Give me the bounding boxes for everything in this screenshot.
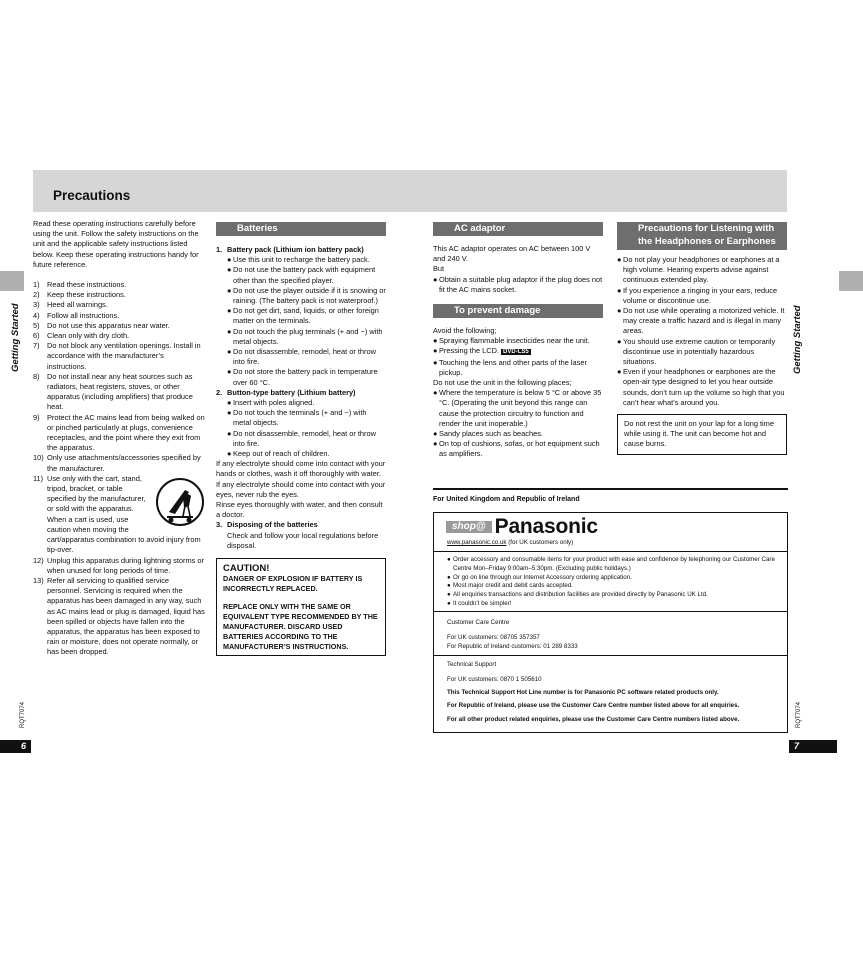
list-item: 6) Clean only with dry cloth. [33, 331, 130, 341]
shop-bullets [447, 556, 777, 609]
headphones-header: Precautions for Listening with the Headphones or Earphones [617, 222, 787, 250]
list-item: ● Order accessory and consumable items for your product with ease and confidence by telephoning our Customer Care Centre Mon–Friday 9:00am–5:30pm. (Excluding public holidays.) [447, 556, 775, 572]
technical-support-block [447, 661, 783, 725]
care-title: Customer Care Centre [447, 619, 510, 626]
list-item: ● Do not get dirt, sand, liquids, or other foreign matter on the terminals. [227, 306, 379, 326]
page-title: Precautions [53, 188, 131, 203]
list-item: 8) Do not install near any heat sources such as radiators, heat registers, stoves, or other apparatus (including amplifiers) that produce heat. [33, 371, 193, 412]
list-item: ● Touching the lens and other parts of the laser pickup. [433, 357, 587, 377]
safety-column [33, 219, 205, 658]
list-item: ● Pressing the LCD. DVD-LS5 [433, 346, 529, 356]
panasonic-url-line [447, 539, 573, 548]
disposing-text: Check and follow your local regulations before disposal. [227, 530, 379, 550]
lap-warning-box [617, 414, 787, 455]
page-number-right: 7 [789, 740, 837, 753]
panasonic-wordmark: Panasonic [494, 514, 598, 538]
list-item: 2) Keep these instructions. [33, 290, 126, 300]
panasonic-url-link[interactable]: www.panasonic.co.uk [447, 539, 507, 546]
caution-line-2: REPLACE ONLY WITH THE SAME OR EQUIVALENT TYPE RECOMMENDED BY THE MANUFACTURER. DISCARD USED BATTERIES ACCORDING TO THE MANUFACTURER’S INSTRUCTIONS. [223, 601, 378, 652]
list-item: 5) Do not use this apparatus near water. [33, 320, 170, 330]
tech-uk-number: For UK customers: 0870 1 505610 [447, 675, 542, 683]
tech-note-1: This Technical Support Hot Line number is for Panasonic PC software related products only. [447, 688, 719, 696]
disposing-heading: 3. Disposing of the batteries [216, 520, 318, 530]
list-item: 11) Use only with the cart, stand, tripod, bracket, or table specified by the manufacturer, or sold with the apparatus. When a cart is used, use caution when moving the cart/apparatus combination to avoid injury from tip-over. [33, 474, 205, 556]
lithium-battery-heading: 1. Battery pack (Lithium ion battery pack) [216, 245, 364, 254]
ac-adaptor-column [433, 222, 603, 460]
list-item: 1) Read these instructions. [33, 280, 127, 290]
model-number-left: RQT7074 [20, 701, 26, 728]
cart-warning-icon [155, 476, 205, 528]
list-item: ● Do not disassemble, remodel, heat or throw into fire. [227, 347, 376, 367]
list-item: ● Spraying flammable insecticides near the unit. [433, 336, 590, 346]
list-item: ● Keep out of reach of children. [227, 449, 330, 459]
list-item: ● You should use extreme caution or temporarily discontinue use in potentially hazardous situations. [617, 336, 776, 367]
ac-adaptor-but: But [433, 264, 445, 274]
page-number-left: 6 [0, 740, 31, 753]
list-item: ● If you experience a ringing in your ears, reduce volume or discontinue use. [617, 285, 778, 305]
box-divider [434, 655, 787, 656]
list-item: 9) Protect the AC mains lead from being walked on or pinched particularly at plugs, convenience receptacles, and the point where they exit from the apparatus. [33, 412, 205, 453]
side-label-right: Getting Started [792, 305, 803, 374]
list-item: ● Or go on line through our Internet Accessory ordering application. [447, 573, 632, 581]
lap-warning-text: Do not rest the unit on your lap for a long time while using it. The unit can become hot and cause burns. [624, 419, 774, 449]
caution-line-1: DANGER OF EXPLOSION IF BATTERY IS INCORRECTLY REPLACED. [223, 574, 363, 594]
list-item: ● Where the temperature is below 5 °C or above 35 °C. (Operating the unit beyond this range can cause the protection circuitry to function and render the unit inoperable.) [433, 388, 602, 428]
batteries-header: Batteries [216, 222, 386, 236]
customer-care-block [447, 619, 783, 651]
prevent-damage-header: To prevent damage [433, 304, 603, 318]
list-item: ● Sandy places such as beaches. [433, 429, 543, 439]
side-tab-right [839, 271, 863, 291]
panasonic-shop-logo [446, 515, 598, 539]
care-uk-number: For UK customers: 08705 357357 [447, 633, 540, 641]
shop-badge: shop@ [446, 521, 492, 534]
list-item: ● Do not store the battery pack in temperature over 60 °C. [227, 367, 378, 387]
caution-box [216, 558, 386, 655]
panasonic-uk-box [433, 512, 788, 733]
safety-list [33, 280, 205, 658]
button-battery-heading: 2. Button-type battery (Lithium battery) [216, 387, 356, 397]
avoid-text: Avoid the following; [433, 326, 497, 336]
tech-note-2: For Republic of Ireland, please use the Customer Care Centre number listed above for all enquiries. [447, 702, 740, 710]
list-item: 10) Only use attachments/accessories specified by the manufacturer. [33, 453, 201, 473]
care-ie-number: For Republic of Ireland customers: 01 289 8333 [447, 642, 578, 650]
list-item: ● Most major credit and debit cards accepted. [447, 582, 574, 590]
electrolyte-text-2: If any electrolyte should come into contact with your eyes, never rub the eyes. [216, 479, 386, 499]
list-item: ● Do not use the battery pack with equipment other than the specified player. [227, 265, 376, 285]
list-item: ● Obtain a suitable plug adaptor if the plug does not fit the AC mains socket. [433, 274, 603, 294]
uk-divider [433, 488, 788, 490]
list-item: 7) Do not block any ventilation openings. Install in accordance with the manufacturer’s instructions. [33, 341, 201, 371]
intro-text: Read these operating instructions carefully before using the unit. Follow the safety instructions on the unit and the applicable safety instructions listed below. Keep these operating instructions handy for future reference. [33, 219, 199, 269]
electrolyte-text-1: If any electrolyte should come into contact with your hands or clothes, wash it off thoroughly with water. [216, 459, 386, 479]
ac-adaptor-text: This AC adaptor operates on AC between 100 V and 240 V. [433, 244, 591, 264]
side-label-left: Getting Started [10, 303, 21, 372]
header-band [33, 170, 787, 212]
headphones-column [617, 222, 787, 455]
box-divider [434, 551, 787, 552]
side-tab-left [0, 271, 24, 291]
uk-title: For United Kingdom and Republic of Ireland [433, 496, 580, 503]
list-item: 3) Heed all warnings. [33, 300, 108, 310]
list-item: ● Do not touch the terminals (+ and −) with metal objects. [227, 408, 367, 428]
model-badge: DVD-LS5 [503, 349, 529, 356]
list-item: ● Do not disassemble, remodel, heat or throw into fire. [227, 428, 376, 448]
tech-note-3: For all other product related enquiries, please use the Customer Care Centre numbers listed above. [447, 716, 740, 724]
list-item: ● Insert with poles aligned. [227, 398, 315, 408]
list-item: ● Do not use the player outside if it is snowing or raining. (The battery pack is not waterproof.) [227, 285, 386, 306]
ac-adaptor-header: AC adaptor [433, 222, 603, 236]
list-item: ● Use this unit to recharge the battery pack. [227, 255, 370, 265]
electrolyte-text-3: Rinse eyes thoroughly with water, and then consult a doctor. [216, 500, 383, 520]
model-number-right: RQT7074 [796, 701, 802, 728]
batteries-column [216, 222, 386, 656]
list-item: 13) Refer all servicing to qualified service personnel. Servicing is required when the apparatus has been damaged in any way, such as AC mains lead or plug is damaged, liquid has been spilled or objects have fallen into the apparatus, the apparatus has been exposed to rain or moisture, does not operate normally, or has been dropped. [33, 575, 205, 657]
box-divider [434, 611, 787, 612]
list-item: ● On top of cushions, sofas, or hot equipment such as amplifiers. [433, 439, 600, 459]
list-item: ● It couldn’t be simpler! [447, 599, 512, 607]
list-item: ● Even if your headphones or earphones are the open-air type designed to let you hear outside sounds, don’t turn up the volume so high that you can’t hear what’s around you. [617, 367, 785, 407]
list-item: ● Do not touch the plug terminals (+ and −) with metal objects. [227, 326, 383, 346]
list-item: 4) Follow all instructions. [33, 310, 120, 320]
url-note: (for UK customers only) [506, 539, 574, 546]
places-text: Do not use the unit in the following places; [433, 378, 572, 388]
list-item: 12) Unplug this apparatus during lightning storms or when unused for long periods of time. [33, 555, 204, 575]
list-item: ● Do not use while operating a motorized vehicle. It may create a traffic hazard and is illegal in many areas. [617, 306, 785, 336]
list-item: ● Do not play your headphones or earphones at a high volume. Hearing experts advise against continuous extended play. [617, 255, 780, 285]
tech-title: Technical Support [447, 661, 497, 668]
list-item: ● All enquiries transactions and distribution facilities are provided directly by Panasonic UK Ltd. [447, 591, 708, 599]
caution-title: CAUTION! [223, 563, 270, 575]
